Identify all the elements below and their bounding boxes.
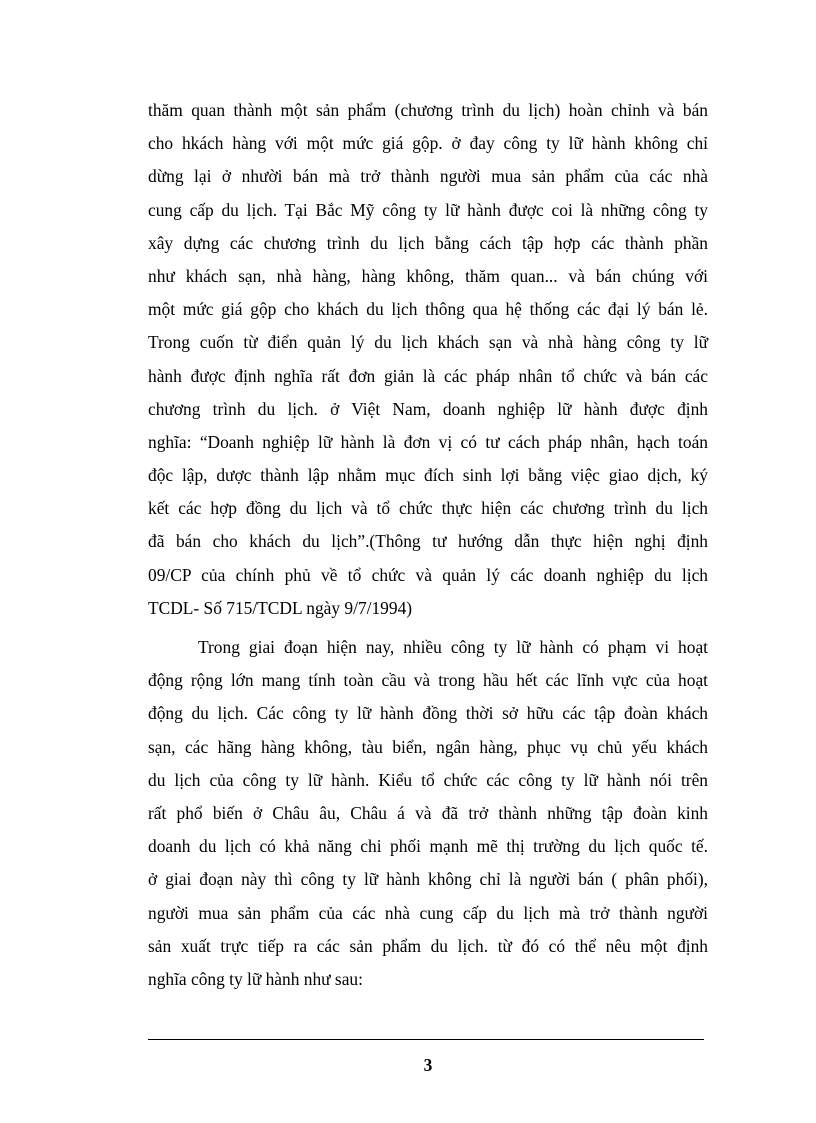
text-line: xây dựng các chương trình du lịch bằng cách tập hợp các thành phần (148, 232, 708, 253)
text-line: rất phổ biến ở Châu âu, Châu á và đã trở thành những tập đoàn kinh (148, 802, 708, 823)
text-line: dừng lại ở nhười bán mà trở thành người mua sản phẩm của các nhà (148, 166, 708, 187)
text-line: hành được định nghĩa rất đơn giản là các pháp nhân tổ chức và bán các (148, 365, 708, 386)
text-line: thăm quan thành một sản phẩm (chương trình du lịch) hoàn chỉnh và bán (148, 100, 708, 120)
text-line: cung cấp du lịch. Tại Bắc Mỹ công ty lữ hành được coi là những công ty (148, 199, 708, 220)
text-line: một mức giá gộp cho khách du lịch thông qua hệ thống các đại lý bán lẻ. (148, 299, 708, 320)
text-line: sạn, các hãng hàng không, tàu biển, ngân hàng, phục vụ chủ yếu khách (148, 736, 708, 757)
paragraph (148, 94, 708, 625)
text-line: như khách sạn, nhà hàng, hàng không, thăm quan... và bán chúng với (148, 265, 708, 286)
text-line: Trong cuốn từ điển quản lý du lịch khách sạn và nhà hàng công ty lữ (148, 332, 708, 353)
text-line: nghĩa: “Doanh nghiệp lữ hành là đơn vị có tư cách pháp nhân, hạch toán (148, 431, 708, 452)
text-line: kết các hợp đồng du lịch và tổ chức thực hiện các chương trình du lịch (148, 498, 708, 519)
text-line: động du lịch. Các công ty lữ hành đồng thời sở hữu các tập đoàn khách (148, 703, 708, 724)
text-line: độc lập, dược thành lập nhằm mục đích sinh lợi bằng việc giao dịch, ký (148, 465, 708, 486)
page-number: 3 (423, 1055, 433, 1075)
text-line: 09/CP của chính phủ về tổ chức và quản lý các doanh nghiệp du lịch (148, 564, 708, 585)
text-line: người mua sản phẩm của các nhà cung cấp du lịch mà trở thành người (148, 902, 708, 923)
text-line: đã bán cho khách du lịch”.(Thông tư hướng dẫn thực hiện nghị định (148, 531, 708, 552)
text-line: chương trình du lịch. ở Việt Nam, doanh nghiệp lữ hành được định (148, 398, 708, 419)
text-line: doanh du lịch có khả năng chi phối mạnh mẽ thị trường du lịch quốc tế. (148, 836, 708, 857)
text-line: ở giai đoạn này thì công ty lữ hành không chỉ là người bán ( phân phối), (148, 869, 708, 890)
text-line: du lịch của công ty lữ hành. Kiểu tổ chức các công ty lữ hành nói trên (148, 769, 708, 790)
footer-rule (148, 1039, 704, 1040)
text-line: Trong giai đoạn hiện nay, nhiều công ty lữ hành có phạm vi hoạt (198, 637, 708, 657)
text-line: sản xuất trực tiếp ra các sản phẩm du lịch. từ đó có thể nêu một định (148, 935, 708, 956)
paragraph (148, 631, 708, 996)
text-line: nghĩa công ty lữ hành như sau: (148, 968, 363, 989)
text-line: động rộng lớn mang tính toàn cầu và trong hầu hết các lĩnh vực của hoạt (148, 670, 708, 691)
text-line: cho hkách hàng với một mức giá gộp. ở đay công ty lữ hành không chỉ (148, 133, 708, 154)
text-line: TCDL- Số 715/TCDL ngày 9/7/1994) (148, 597, 413, 618)
body-text (148, 94, 708, 996)
